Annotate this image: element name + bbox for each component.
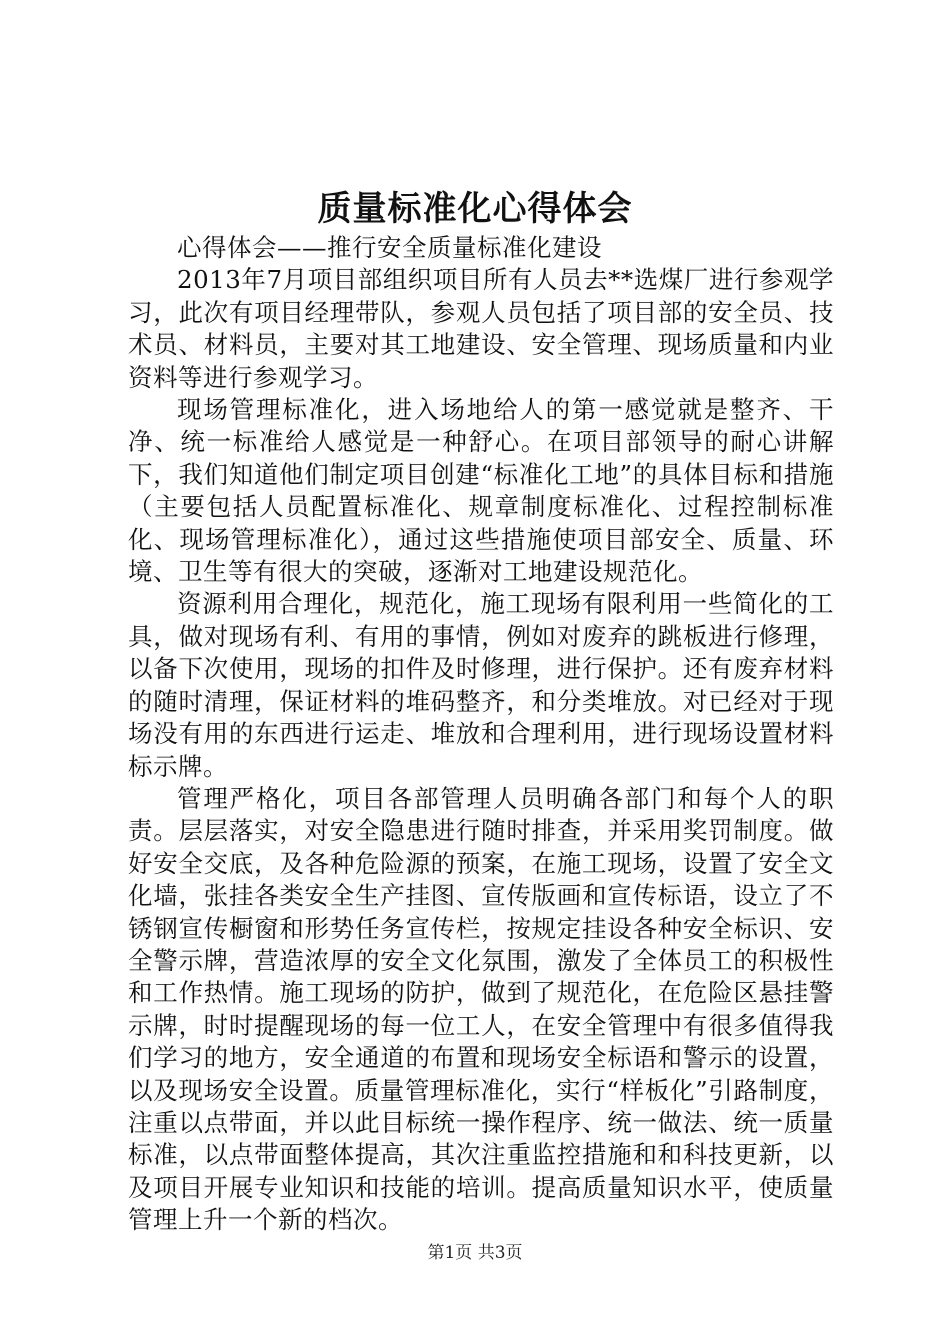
paragraph-intro: 2013年7月项目部组织项目所有人员去**选煤厂进行参观学习，此次有项目经理带队，参观人员包括了项目部的安全员、技术员、材料员，主要对其工地建设、安全管理、现场质量和内业资料等进行参观学习。: [128, 265, 834, 392]
document-body: [128, 232, 834, 1237]
paragraph-subtitle: 心得体会——推行安全质量标准化建设: [177, 233, 602, 262]
page-number-footer: 第1页 共3页: [427, 1243, 523, 1263]
document-title: 质量标准化心得体会: [317, 189, 633, 229]
paragraph-resource-use: 资源利用合理化，规范化，施工现场有限利用一些简化的工具，做对现场有利、有用的事情，例如对废弃的跳板进行修理，以备下次使用，现场的扣件及时修理，进行保护。还有废弃材料的随时清理，保证材料的堆码整齐，和分类堆放。对已经对于现场没有用的东西进行运走、堆放和合理利用，进行现场设置材料标示牌。: [128, 589, 834, 781]
paragraph-site-management: 现场管理标准化，进入场地给人的第一感觉就是整齐、干净、统一标准给人感觉是一种舒心。在项目部领导的耐心讲解下，我们知道他们制定项目创建“标准化工地”的具体目标和措施（主要包括人员配置标准化、规章制度标准化、过程控制标准化、现场管理标准化），通过这些措施使项目部安全、质量、环境、卫生等有很大的突破，逐渐对工地建设规范化。: [128, 395, 834, 587]
paragraph-strict-management: 管理严格化，项目各部管理人员明确各部门和每个人的职责。层层落实，对安全隐患进行随时排查，并采用奖罚制度。做好安全交底，及各种危险源的预案，在施工现场，设置了安全文化墙，张挂各类安全生产挂图、宣传版画和宣传标语，设立了不锈钢宣传橱窗和形势任务宣传栏，按规定挂设各种安全标识、安全警示牌，营造浓厚的安全文化氛围，激发了全体员工的积极性和工作热情。施工现场的防护，做到了规范化，在危险区悬挂警示牌，时时提醒现场的每一位工人，在安全管理中有很多值得我们学习的地方，安全通道的布置和现场安全标语和警示的设置，以及现场安全设置。质量管理标准化，实行“样板化”引路制度，注重以点带面，并以此目标统一操作程序、统一做法、统一质量标准，以点带面整体提高，其次注重监控措施和和科技更新，以及项目开展专业知识和技能的培训。提高质量知识水平，使质量管理上升一个新的档次。: [128, 783, 834, 1235]
